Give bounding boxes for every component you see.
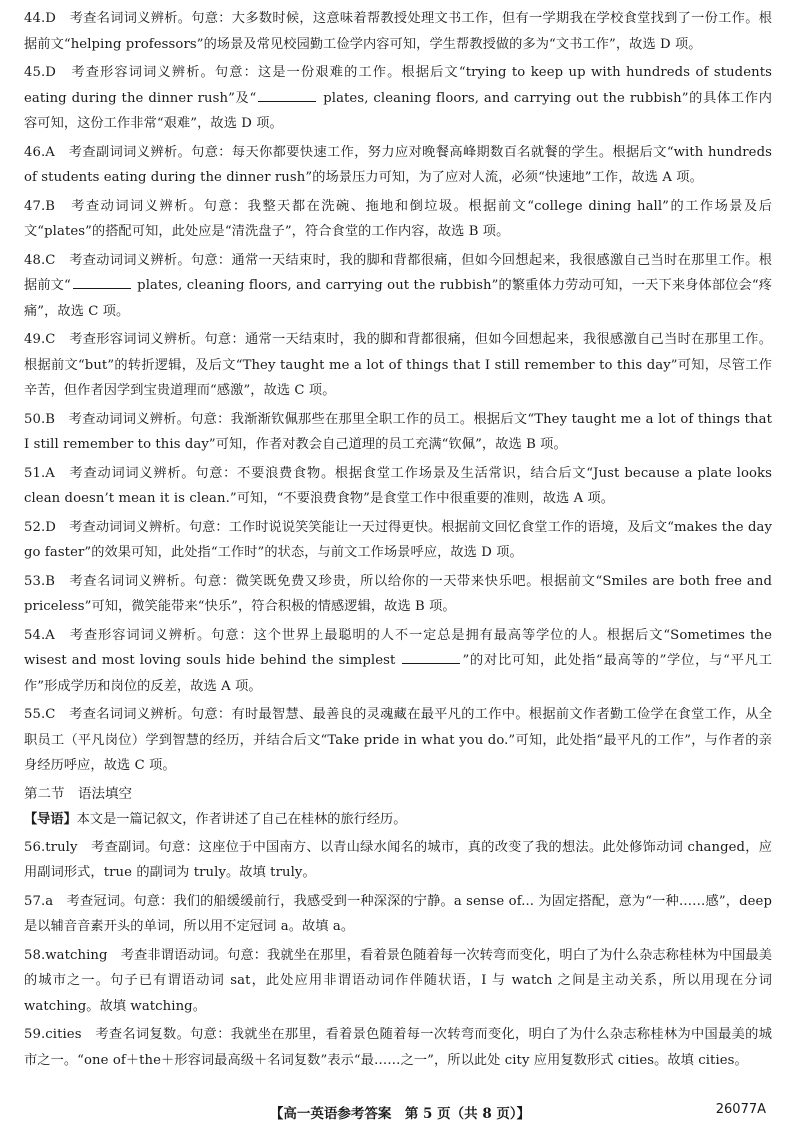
answer-item-51 [24, 461, 772, 512]
intro-text: 本文是一篇记叙文，作者讲述了自己在桂林的旅行经历。 [76, 811, 407, 827]
item-explanation: B 考查名词词义辨析。句意：微笑既免费又珍贵，所以给你的一天带来快乐吧。根据前文“Smiles are both free and priceless”可知，微笑能带来“快乐”，符合积极的情感逻辑，故选 B 项。 [24, 573, 772, 614]
answer-item-47 [24, 194, 772, 245]
answer-item-50 [24, 407, 772, 458]
item-number: 49. [24, 332, 46, 347]
item-number: 55. [24, 707, 46, 722]
item-explanation: watching 考查非谓语动词。句意：我就坐在那里，看着景色随着每一次转弯而变化，明白了为什么杂志称桂林为中国最美的城市之一。句子已有谓语动词 sat，此处应用非谓语动词作伴随状语，I 与 watch 之间是主动关系，所以用现在分词 watching。故填 watching。 [24, 947, 772, 1014]
section-heading: 第二节 语法填空 [24, 785, 132, 802]
answer-item-59 [24, 1022, 772, 1073]
page-footer [0, 1098, 800, 1128]
item-number: 48. [24, 252, 46, 268]
intro-tag: 【导语】 [24, 811, 77, 827]
item-explanation-part-2: ”的对比可知，此处指“最高等的”学位，与“平凡工作”形成学历和岗位的反差，故选 A 项。 [24, 653, 772, 694]
item-explanation: C 考查形容词词义辨析。句意：通常一天结束时，我的脚和背都很痛，但如今回想起来，我很感激自己当时在那里工作。根据前文“but”的转折逻辑，及后文“They taught me a lot of things that I still remember to this day”可知，尽管工作辛苦，但作者因学到宝贵道理而“感激”，故选 C 项。 [24, 332, 772, 398]
answer-item-48 [24, 248, 772, 325]
item-explanation: A 考查动词词义辨析。句意：不要浪费食物。根据食堂工作场景及生活常识，结合后文“Just because a plate looks clean doesn’t mean it is clean.”可知，“不要浪费食物”是食堂工作中很重要的准则，故选 A 项。 [24, 465, 772, 506]
answer-item-53 [24, 569, 772, 620]
answer-item-56 [24, 835, 772, 886]
item-number: 51. [24, 465, 46, 481]
item-explanation: A 考查副词词义辨析。句意：每天你都要快速工作，努力应对晚餐高峰期数百名就餐的学生。根据后文“with hundreds of students eating during the dinner rush”的场景压力可知，为了应对人流，必须“快速地”工作，故选 A 项。 [24, 144, 772, 185]
item-explanation-part-1: A 考查形容词词义辨析。句意：这个世界上最聪明的人不一定总是拥有最高等学位的人。根据后文“Sometimes the wisest and most loving souls hide behind the simplest [24, 627, 772, 668]
item-number: 57. [24, 893, 46, 909]
item-explanation: D 考查名词词义辨析。句意：大多数时候，这意味着帮教授处理文书工作，但有一学期我在学校食堂找到了一份工作。根据前文“helping professors”的场景及常见校园勤工俭学内容可知，学生帮教授做的多为“文书工作”，故选 D 项。 [24, 11, 772, 52]
item-explanation: a 考查冠词。句意：我们的船缓缓前行，我感受到一种深深的宁静。a sense of... 为固定搭配，意为“一种……感”，deep 是以辅音音素开头的单词，所以用不定冠词 a。故填 a。 [24, 893, 772, 934]
answer-item-55 [24, 702, 772, 779]
item-explanation-part-1: D 考查形容词词义辨析。句意：这是一份艰难的工作。根据后文“trying to keep up with hundreds of students eating during the dinner rush”及“ [24, 65, 772, 106]
item-explanation-part-2: plates, cleaning floors, and carrying out the rubbish”的具体工作内容可知，这份工作非常“艰难”，故选 D 项。 [24, 90, 772, 131]
item-explanation: B 考查动词词义辨析。句意：我渐渐钦佩那些在那里全职工作的员工。根据后文“They taught me a lot of things that I still remember to this day”可知，作者对教会自己道理的员工充满“钦佩”，故选 B 项。 [24, 411, 772, 452]
item-number: 58. [24, 947, 46, 963]
item-explanation-part-1: C 考查动词词义辨析。句意：通常一天结束时，我的脚和背都很痛，但如今回想起来，我很感激自己当时在那里工作。根据前文“ [24, 252, 772, 293]
answer-item-44 [24, 6, 772, 57]
item-explanation: cities 考查名词复数。句意：我就坐在那里，看着景色随着每一次转弯而变化，明白了为什么杂志称桂林为中国最美的城市之一。“one of＋the＋形容词最高级＋名词复数”表示“最……之一”，所以此处 city 应用复数形式 cities。故填 cities。 [24, 1027, 772, 1068]
item-number: 44. [24, 11, 46, 26]
answer-item-58 [24, 943, 772, 1020]
item-number: 56. [24, 839, 46, 855]
item-number: 53. [24, 573, 46, 589]
footer-page-info: 【高一英语参考答案 第 5 页（共 8 页）】 [269, 1106, 531, 1122]
answer-item-45 [24, 60, 772, 137]
item-number: 54. [24, 627, 46, 643]
item-number: 47. [24, 198, 46, 214]
answer-item-54 [24, 623, 772, 700]
passage-intro [24, 807, 772, 832]
item-number: 59. [24, 1027, 46, 1042]
item-explanation: B 考查动词词义辨析。句意：我整天都在洗碗、拖地和倒垃圾。根据前文“college dining hall”的工作场景及后文“plates”的搭配可知，此处应是“清洗盘子”，符合食堂的工作内容，故选 B 项。 [24, 198, 772, 239]
answer-item-49 [24, 327, 772, 404]
item-explanation: C 考查名词词义辨析。句意：有时最智慧、最善良的灵魂藏在最平凡的工作中。根据前文作者勤工俭学在食堂工作，从全职员工（平凡岗位）学到智慧的经历，并结合后文“Take pride in what you do.”可知，此处指“最平凡的工作”，与作者的亲身经历呼应，故选 C 项。 [24, 707, 772, 773]
fill-blank-line [73, 276, 131, 289]
item-number: 52. [24, 519, 46, 535]
answer-item-52 [24, 515, 772, 566]
item-number: 45. [24, 65, 46, 80]
answer-item-46 [24, 140, 772, 191]
item-explanation: truly 考查副词。句意：这座位于中国南方、以青山绿水闻名的城市，真的改变了我的想法。此处修饰动词 changed，应用副词形式，true 的副词为 truly。故填 truly。 [24, 839, 772, 880]
item-explanation-part-2: plates, cleaning floors, and carrying out the rubbish”的繁重体力劳动可知，一天下来身体部位会“疼痛”，故选 C 项。 [24, 278, 772, 319]
footer-doc-code: 26077A [715, 1102, 766, 1117]
item-explanation: D 考查动词词义辨析。句意：工作时说说笑笑能让一天过得更快。根据前文回忆食堂工作的语境，及后文“makes the day go faster”的效果可知，此处指“工作时”的状态，与前文工作场景呼应，故选 D 项。 [24, 519, 772, 560]
item-number: 46. [24, 144, 46, 160]
item-number: 50. [24, 411, 46, 427]
answer-item-57 [24, 889, 772, 940]
fill-blank-line [258, 89, 316, 102]
fill-blank-line [402, 651, 460, 664]
